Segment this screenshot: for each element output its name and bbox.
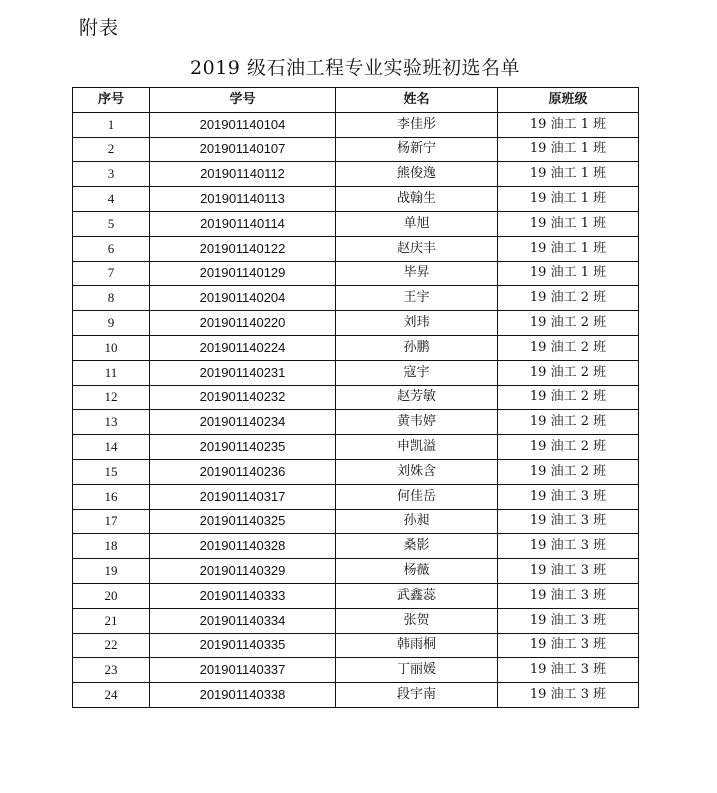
cell-student-id: 201901140334 [150,608,336,633]
cell-seq: 13 [73,410,150,435]
cell-name: 毕昇 [336,261,498,286]
cell-seq: 4 [73,187,150,212]
table-row [73,385,639,410]
table-row [73,286,639,311]
header-original-class: 原班级 [498,88,639,113]
cell-name: 段宇南 [336,683,498,708]
table-row [73,137,639,162]
cell-name: 寇宇 [336,360,498,385]
table-row [73,633,639,658]
cell-name: 李佳彤 [336,112,498,137]
cell-seq: 11 [73,360,150,385]
cell-seq: 5 [73,211,150,236]
roster-body [73,112,639,707]
table-row [73,112,639,137]
cell-student-id: 201901140325 [150,509,336,534]
cell-name: 丁丽媛 [336,658,498,683]
header-seq: 序号 [73,88,150,113]
header-name: 姓名 [336,88,498,113]
cell-original-class: 19 油工 3 班 [498,484,639,509]
cell-student-id: 201901140329 [150,559,336,584]
table-row [73,187,639,212]
cell-student-id: 201901140231 [150,360,336,385]
cell-name: 刘姝含 [336,459,498,484]
cell-student-id: 201901140333 [150,583,336,608]
cell-student-id: 201901140234 [150,410,336,435]
cell-original-class: 19 油工 1 班 [498,137,639,162]
cell-original-class: 19 油工 3 班 [498,633,639,658]
cell-student-id: 201901140317 [150,484,336,509]
cell-original-class: 19 油工 3 班 [498,534,639,559]
cell-seq: 6 [73,236,150,261]
cell-original-class: 19 油工 3 班 [498,583,639,608]
appendix-label: 附表 [79,17,120,39]
cell-name: 杨新宁 [336,137,498,162]
cell-original-class: 19 油工 2 班 [498,435,639,460]
table-row [73,534,639,559]
cell-original-class: 19 油工 1 班 [498,162,639,187]
cell-original-class: 19 油工 2 班 [498,410,639,435]
cell-student-id: 201901140107 [150,137,336,162]
cell-seq: 2 [73,137,150,162]
cell-seq: 9 [73,311,150,336]
table-row [73,583,639,608]
table-row [73,360,639,385]
cell-name: 申凯溢 [336,435,498,460]
table-row [73,435,639,460]
cell-seq: 7 [73,261,150,286]
cell-seq: 8 [73,286,150,311]
cell-student-id: 201901140335 [150,633,336,658]
cell-seq: 24 [73,683,150,708]
cell-seq: 18 [73,534,150,559]
table-row [73,683,639,708]
cell-name: 熊俊逸 [336,162,498,187]
cell-name: 杨薇 [336,559,498,584]
cell-student-id: 201901140328 [150,534,336,559]
cell-original-class: 19 油工 1 班 [498,211,639,236]
table-row [73,162,639,187]
table-row [73,559,639,584]
cell-seq: 19 [73,559,150,584]
table-row [73,211,639,236]
roster-table [72,87,639,708]
table-row [73,509,639,534]
cell-student-id: 201901140122 [150,236,336,261]
cell-original-class: 19 油工 1 班 [498,112,639,137]
cell-name: 武鑫蕊 [336,583,498,608]
cell-seq: 22 [73,633,150,658]
cell-seq: 17 [73,509,150,534]
cell-original-class: 19 油工 3 班 [498,509,639,534]
cell-seq: 14 [73,435,150,460]
cell-name: 张贺 [336,608,498,633]
table-row [73,311,639,336]
cell-seq: 20 [73,583,150,608]
cell-name: 赵芳敏 [336,385,498,410]
cell-student-id: 201901140104 [150,112,336,137]
cell-original-class: 19 油工 3 班 [498,658,639,683]
cell-original-class: 19 油工 2 班 [498,335,639,360]
cell-seq: 21 [73,608,150,633]
cell-student-id: 201901140232 [150,385,336,410]
table-row [73,410,639,435]
cell-original-class: 19 油工 2 班 [498,286,639,311]
cell-name: 孙昶 [336,509,498,534]
cell-seq: 23 [73,658,150,683]
table-row [73,459,639,484]
cell-name: 赵庆丰 [336,236,498,261]
header-student-id: 学号 [150,88,336,113]
table-row [73,608,639,633]
document-title: 2019 级石油工程专业实验班初选名单 [190,57,520,79]
cell-original-class: 19 油工 2 班 [498,360,639,385]
cell-original-class: 19 油工 3 班 [498,683,639,708]
cell-name: 何佳岳 [336,484,498,509]
cell-student-id: 201901140129 [150,261,336,286]
cell-student-id: 201901140224 [150,335,336,360]
table-row [73,261,639,286]
cell-name: 战翰生 [336,187,498,212]
cell-name: 王宇 [336,286,498,311]
cell-seq: 15 [73,459,150,484]
cell-original-class: 19 油工 2 班 [498,311,639,336]
table-row [73,484,639,509]
table-row [73,236,639,261]
cell-name: 单旭 [336,211,498,236]
cell-student-id: 201901140204 [150,286,336,311]
table-header-row [73,88,639,113]
cell-original-class: 19 油工 1 班 [498,187,639,212]
cell-name: 刘玮 [336,311,498,336]
cell-name: 黄韦婷 [336,410,498,435]
cell-student-id: 201901140338 [150,683,336,708]
cell-student-id: 201901140112 [150,162,336,187]
cell-seq: 10 [73,335,150,360]
cell-name: 韩雨桐 [336,633,498,658]
cell-student-id: 201901140220 [150,311,336,336]
table-row [73,335,639,360]
cell-name: 孙鹏 [336,335,498,360]
cell-student-id: 201901140337 [150,658,336,683]
cell-student-id: 201901140113 [150,187,336,212]
cell-student-id: 201901140114 [150,211,336,236]
cell-seq: 16 [73,484,150,509]
cell-original-class: 19 油工 3 班 [498,608,639,633]
cell-name: 桑影 [336,534,498,559]
cell-original-class: 19 油工 3 班 [498,559,639,584]
cell-original-class: 19 油工 1 班 [498,236,639,261]
cell-seq: 1 [73,112,150,137]
table-row [73,658,639,683]
cell-original-class: 19 油工 2 班 [498,459,639,484]
cell-student-id: 201901140235 [150,435,336,460]
cell-student-id: 201901140236 [150,459,336,484]
cell-original-class: 19 油工 1 班 [498,261,639,286]
cell-seq: 12 [73,385,150,410]
cell-seq: 3 [73,162,150,187]
cell-original-class: 19 油工 2 班 [498,385,639,410]
